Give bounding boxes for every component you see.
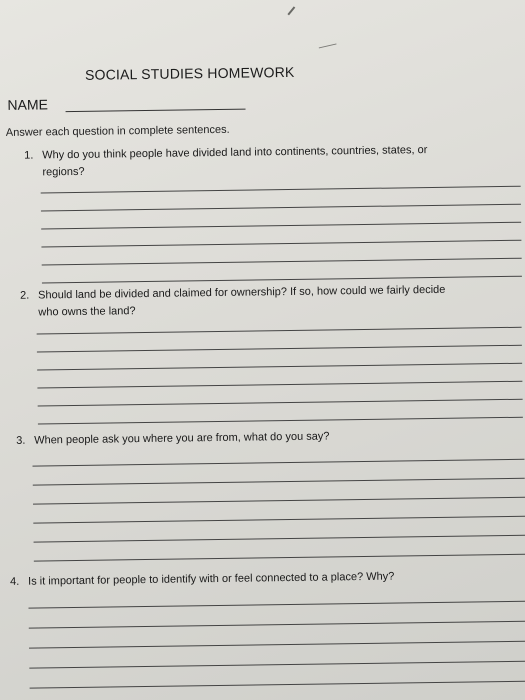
answer-line[interactable] bbox=[30, 681, 525, 689]
question-2 bbox=[20, 281, 510, 322]
instructions: Answer each question in complete sentences. bbox=[5, 123, 230, 139]
answer-line[interactable] bbox=[37, 327, 522, 335]
question-number: 1. bbox=[24, 149, 34, 162]
answer-line[interactable] bbox=[34, 554, 525, 562]
answer-line[interactable] bbox=[29, 621, 525, 629]
question-text: Why do you think people have divided land into continents, countries, states, or bbox=[42, 144, 428, 162]
question-number: 2. bbox=[20, 289, 30, 302]
question-number: 3. bbox=[16, 434, 26, 447]
question-text: Is it important for people to identify with or feel connected to a place? Why? bbox=[28, 570, 395, 588]
answer-line[interactable] bbox=[28, 601, 525, 609]
answer-line[interactable] bbox=[29, 641, 525, 649]
question-4 bbox=[10, 567, 515, 591]
answer-line[interactable] bbox=[29, 661, 525, 669]
question-3 bbox=[16, 426, 511, 450]
question-number: 4. bbox=[10, 575, 20, 588]
question-text: When people ask you where you are from, what do you say? bbox=[34, 430, 330, 447]
answer-line[interactable] bbox=[41, 204, 521, 212]
pen-mark bbox=[319, 43, 337, 48]
answer-line[interactable] bbox=[33, 459, 525, 467]
answer-line[interactable] bbox=[33, 478, 525, 486]
answer-line[interactable] bbox=[41, 222, 521, 230]
name-label: NAME bbox=[7, 96, 49, 113]
answer-line[interactable] bbox=[38, 399, 523, 407]
question-1 bbox=[24, 141, 504, 182]
answer-line[interactable] bbox=[33, 497, 525, 505]
question-text-continued: who owns the land? bbox=[38, 305, 136, 319]
question-text-continued: regions? bbox=[42, 165, 85, 179]
answer-line[interactable] bbox=[37, 363, 522, 371]
name-answer-line[interactable] bbox=[66, 109, 246, 113]
pen-mark bbox=[287, 6, 294, 15]
answer-line[interactable] bbox=[38, 417, 523, 425]
answer-line[interactable] bbox=[37, 381, 522, 389]
answer-line[interactable] bbox=[41, 186, 521, 194]
answer-line[interactable] bbox=[41, 240, 521, 248]
answer-line[interactable] bbox=[33, 516, 525, 524]
answer-line[interactable] bbox=[37, 345, 522, 353]
question-text: Should land be divided and claimed for ownership? If so, how could we fairly decide bbox=[38, 283, 446, 302]
answer-line[interactable] bbox=[34, 535, 525, 543]
page-title: SOCIAL STUDIES HOMEWORK bbox=[84, 63, 295, 83]
answer-line[interactable] bbox=[42, 258, 522, 266]
